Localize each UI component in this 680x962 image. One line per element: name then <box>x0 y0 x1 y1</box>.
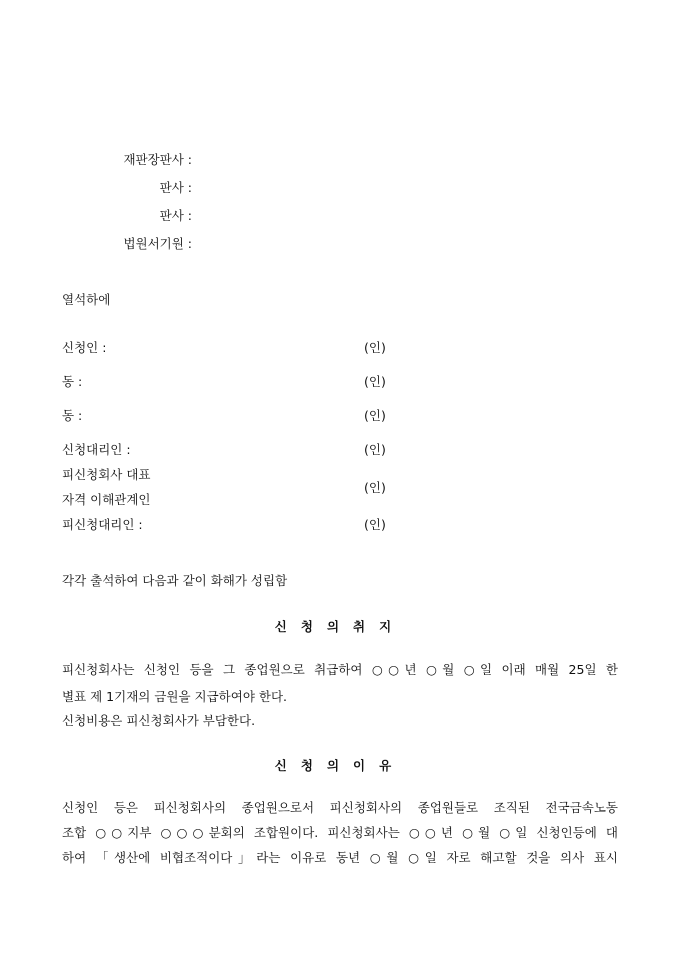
party-co-applicant-1-label: 동 : <box>62 374 83 389</box>
official-judge-1: 판사 : <box>159 180 192 195</box>
reason-line-1: 신청인 등은 피신청회사의 종업원으로서 피신청회사의 종업원들로 조직된 전국금속노동 <box>62 800 618 815</box>
attendance-label: 열석하에 <box>62 292 111 307</box>
party-co-applicant-2-label: 동 : <box>62 408 83 423</box>
party-respondent-agent-label: 피신청대리인 : <box>62 517 143 532</box>
purpose-line-1: 피신청회사는 신청인 등을 그 종업원으로 취급하여 ○○년 ○월 ○일 이래 매월 25일 한 <box>62 662 618 677</box>
purpose-line-3: 신청비용은 피신청회사가 부담한다. <box>62 713 256 728</box>
official-judge-2: 판사 : <box>159 208 192 223</box>
purpose-heading: 신청의취지 <box>274 619 406 634</box>
party-co-applicant-2-seal: (인) <box>364 408 386 423</box>
party-applicant-agent-seal: (인) <box>364 442 386 457</box>
party-applicant-agent-label: 신청대리인 : <box>62 442 131 457</box>
party-respondent-agent-seal: (인) <box>364 517 386 532</box>
reason-line-3: 하여 「생산에 비협조적이다」라는 이유로 동년 ○월 ○일 자로 해고할 것을 의사 표시 <box>62 850 618 865</box>
party-respondent-rep-label-line2: 자격 이해관계인 <box>62 492 151 507</box>
official-court-clerk: 법원서기원 : <box>123 236 192 251</box>
party-respondent-rep-seal: (인) <box>364 480 386 495</box>
party-applicant-seal: (인) <box>364 340 386 355</box>
party-co-applicant-1-seal: (인) <box>364 374 386 389</box>
reason-heading: 신청의이유 <box>274 758 406 773</box>
settlement-statement: 각각 출석하여 다음과 같이 화해가 성립함 <box>62 573 288 588</box>
purpose-line-2: 별표 제 1기재의 금원을 지급하여야 한다. <box>62 689 287 704</box>
party-applicant-label: 신청인 : <box>62 340 107 355</box>
official-presiding-judge: 재판장판사 : <box>123 152 192 167</box>
party-respondent-rep-label-line1: 피신청회사 대표 <box>62 467 151 482</box>
reason-line-2: 조합 ○○지부 ○○○분회의 조합원이다. 피신청회사는 ○○년 ○월 ○일 신청인등에 대 <box>62 825 618 840</box>
